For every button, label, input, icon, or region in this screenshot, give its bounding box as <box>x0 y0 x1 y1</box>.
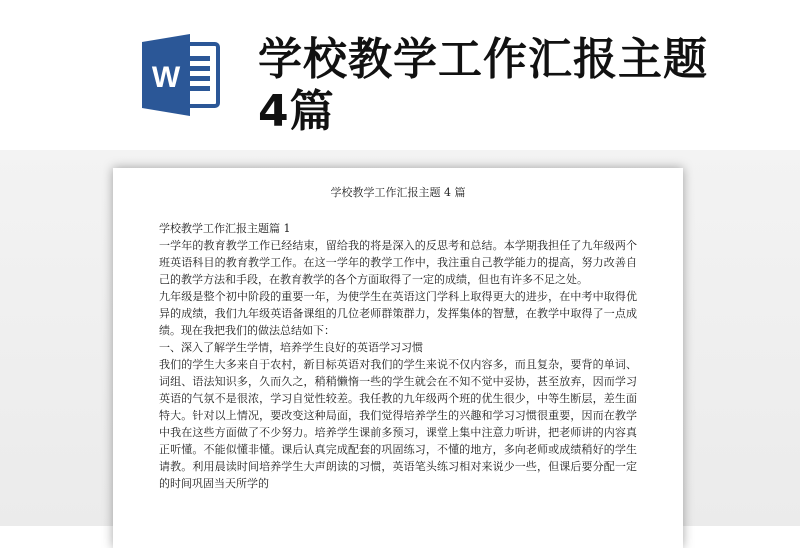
paragraph: 九年级是整个初中阶段的重要一年，为使学生在英语这门学科上取得更大的进步，在中考中取得优异的成绩，我们九年级英语备课组的几位老师群策群力，发挥集体的智慧，在教学中取得了一点成绩。现在我把我们的做法总结如下： <box>159 290 637 337</box>
banner <box>0 0 800 150</box>
document-page <box>113 168 683 548</box>
document-body <box>159 220 637 492</box>
page-title: 学校教学工作汇报主题4篇 <box>258 34 708 137</box>
word-icon-letter: W <box>151 61 181 94</box>
paragraph: 一学年的教育教学工作已经结束，留给我的将是深入的反思考和总结。本学期我担任了九年级两个班英语科目的教育教学工作。在这一学年的教学工作中，我注重自己教学能力的提高，努力改善自己的教学方法和手段，在教育教学的各个方面取得了一定的成绩，但也有许多不足之处。 <box>159 239 637 286</box>
paragraph: 一、深入了解学生学情，培养学生良好的英语学习习惯 <box>159 341 423 354</box>
section-heading: 学校教学工作汇报主题篇 1 <box>159 222 291 235</box>
paragraph: 我们的学生大多来自于农村，新目标英语对我们的学生来说不仅内容多，而且复杂，要背的单词、词组、语法知识多，久而久之，稍稍懒惰一些的学生就会在不知不觉中妥协，甚至放弃，因而学习英语的气氛不是很浓，学习自觉性较差。我任教的九年级两个班的优生很少，中等生断层，差生面特大。针对以上情况，要改变这种局面，我们觉得培养学生的兴趣和学习习惯很重要，因而在教学中我在这些方面做了不少努力。培养学生课前多预习，课堂上集中注意力听讲，把老师讲的内容真正听懂。不能似懂非懂。课后认真完成配套的巩固练习，不懂的地方，多向老师或成绩稍好的学生请教。利用晨读时间培养学生大声朗读的习惯，英语笔头练习相对来说少一些，但课后要分配一定的时间巩固当天所学的 <box>159 358 637 490</box>
document-title: 学校教学工作汇报主题 4 篇 <box>330 186 466 199</box>
word-icon <box>140 34 222 116</box>
